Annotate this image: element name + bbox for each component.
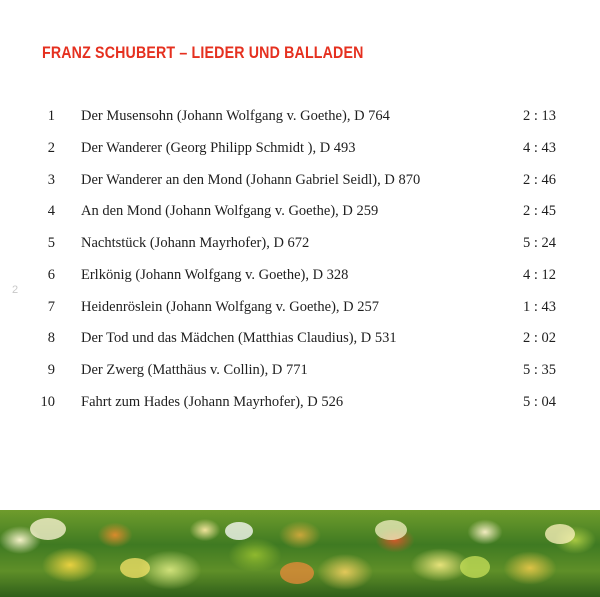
track-duration: 2 : 45 [522,203,556,220]
flower-highlight [30,518,66,540]
track-row [0,265,600,297]
track-number: 6 [47,266,55,283]
track-title: Erlkönig (Johann Wolfgang v. Goethe), D 328 [81,266,349,283]
decorative-flower-image [0,510,600,597]
track-title: Fahrt zum Hades (Johann Mayrhofer), D 526 [81,393,344,410]
track-row [0,138,600,170]
flower-highlight [280,562,314,584]
track-row [0,297,600,329]
flower-highlight [375,520,407,540]
flower-highlight [120,558,150,578]
track-title: Heidenröslein (Johann Wolfgang v. Goethe), D 257 [81,298,380,315]
track-number: 4 [47,203,55,220]
track-title: Der Musensohn (Johann Wolfgang v. Goethe), D 764 [81,108,390,124]
flower-highlight [225,522,253,540]
track-row [0,201,600,233]
track-row [0,392,600,424]
track-duration: 2 : 46 [522,171,556,188]
track-number: 3 [47,171,55,188]
track-duration: 1 : 43 [522,298,556,315]
track-duration: 5 : 04 [522,393,556,410]
track-row [0,170,600,202]
flower-highlight [460,556,490,578]
track-duration: 4 : 12 [522,266,556,283]
track-number: 1 [47,108,55,124]
track-duration: 2 : 13 [522,108,556,124]
track-row [0,328,600,360]
track-number: 10 [40,393,55,410]
flower-highlight [545,524,575,544]
track-title: Nachtstück (Johann Mayrhofer), D 672 [81,235,310,251]
track-row [0,106,600,138]
track-number: 7 [47,298,55,315]
track-number: 5 [47,235,55,251]
track-number: 2 [47,139,55,156]
track-title: Der Wanderer an den Mond (Johann Gabriel Seidl), D 870 [81,171,421,188]
track-duration: 2 : 02 [522,330,556,347]
track-number: 8 [47,330,55,347]
track-title: Der Wanderer (Georg Philipp Schmidt ), D 493 [81,139,356,156]
track-title: Der Tod und das Mädchen (Matthias Claudius), D 531 [81,330,397,347]
track-duration: 5 : 35 [522,362,556,378]
track-title: An den Mond (Johann Wolfgang v. Goethe), D 259 [81,203,379,220]
album-title: FRANZ SCHUBERT – LIEDER UND BALLADEN [42,44,364,62]
track-title: Der Zwerg (Matthäus v. Collin), D 771 [81,362,308,378]
track-list [0,106,600,424]
track-number: 9 [47,362,55,378]
track-row [0,360,600,392]
track-duration: 4 : 43 [522,139,556,156]
page-number: 2 [12,284,19,296]
track-duration: 5 : 24 [522,235,556,251]
track-row [0,233,600,265]
